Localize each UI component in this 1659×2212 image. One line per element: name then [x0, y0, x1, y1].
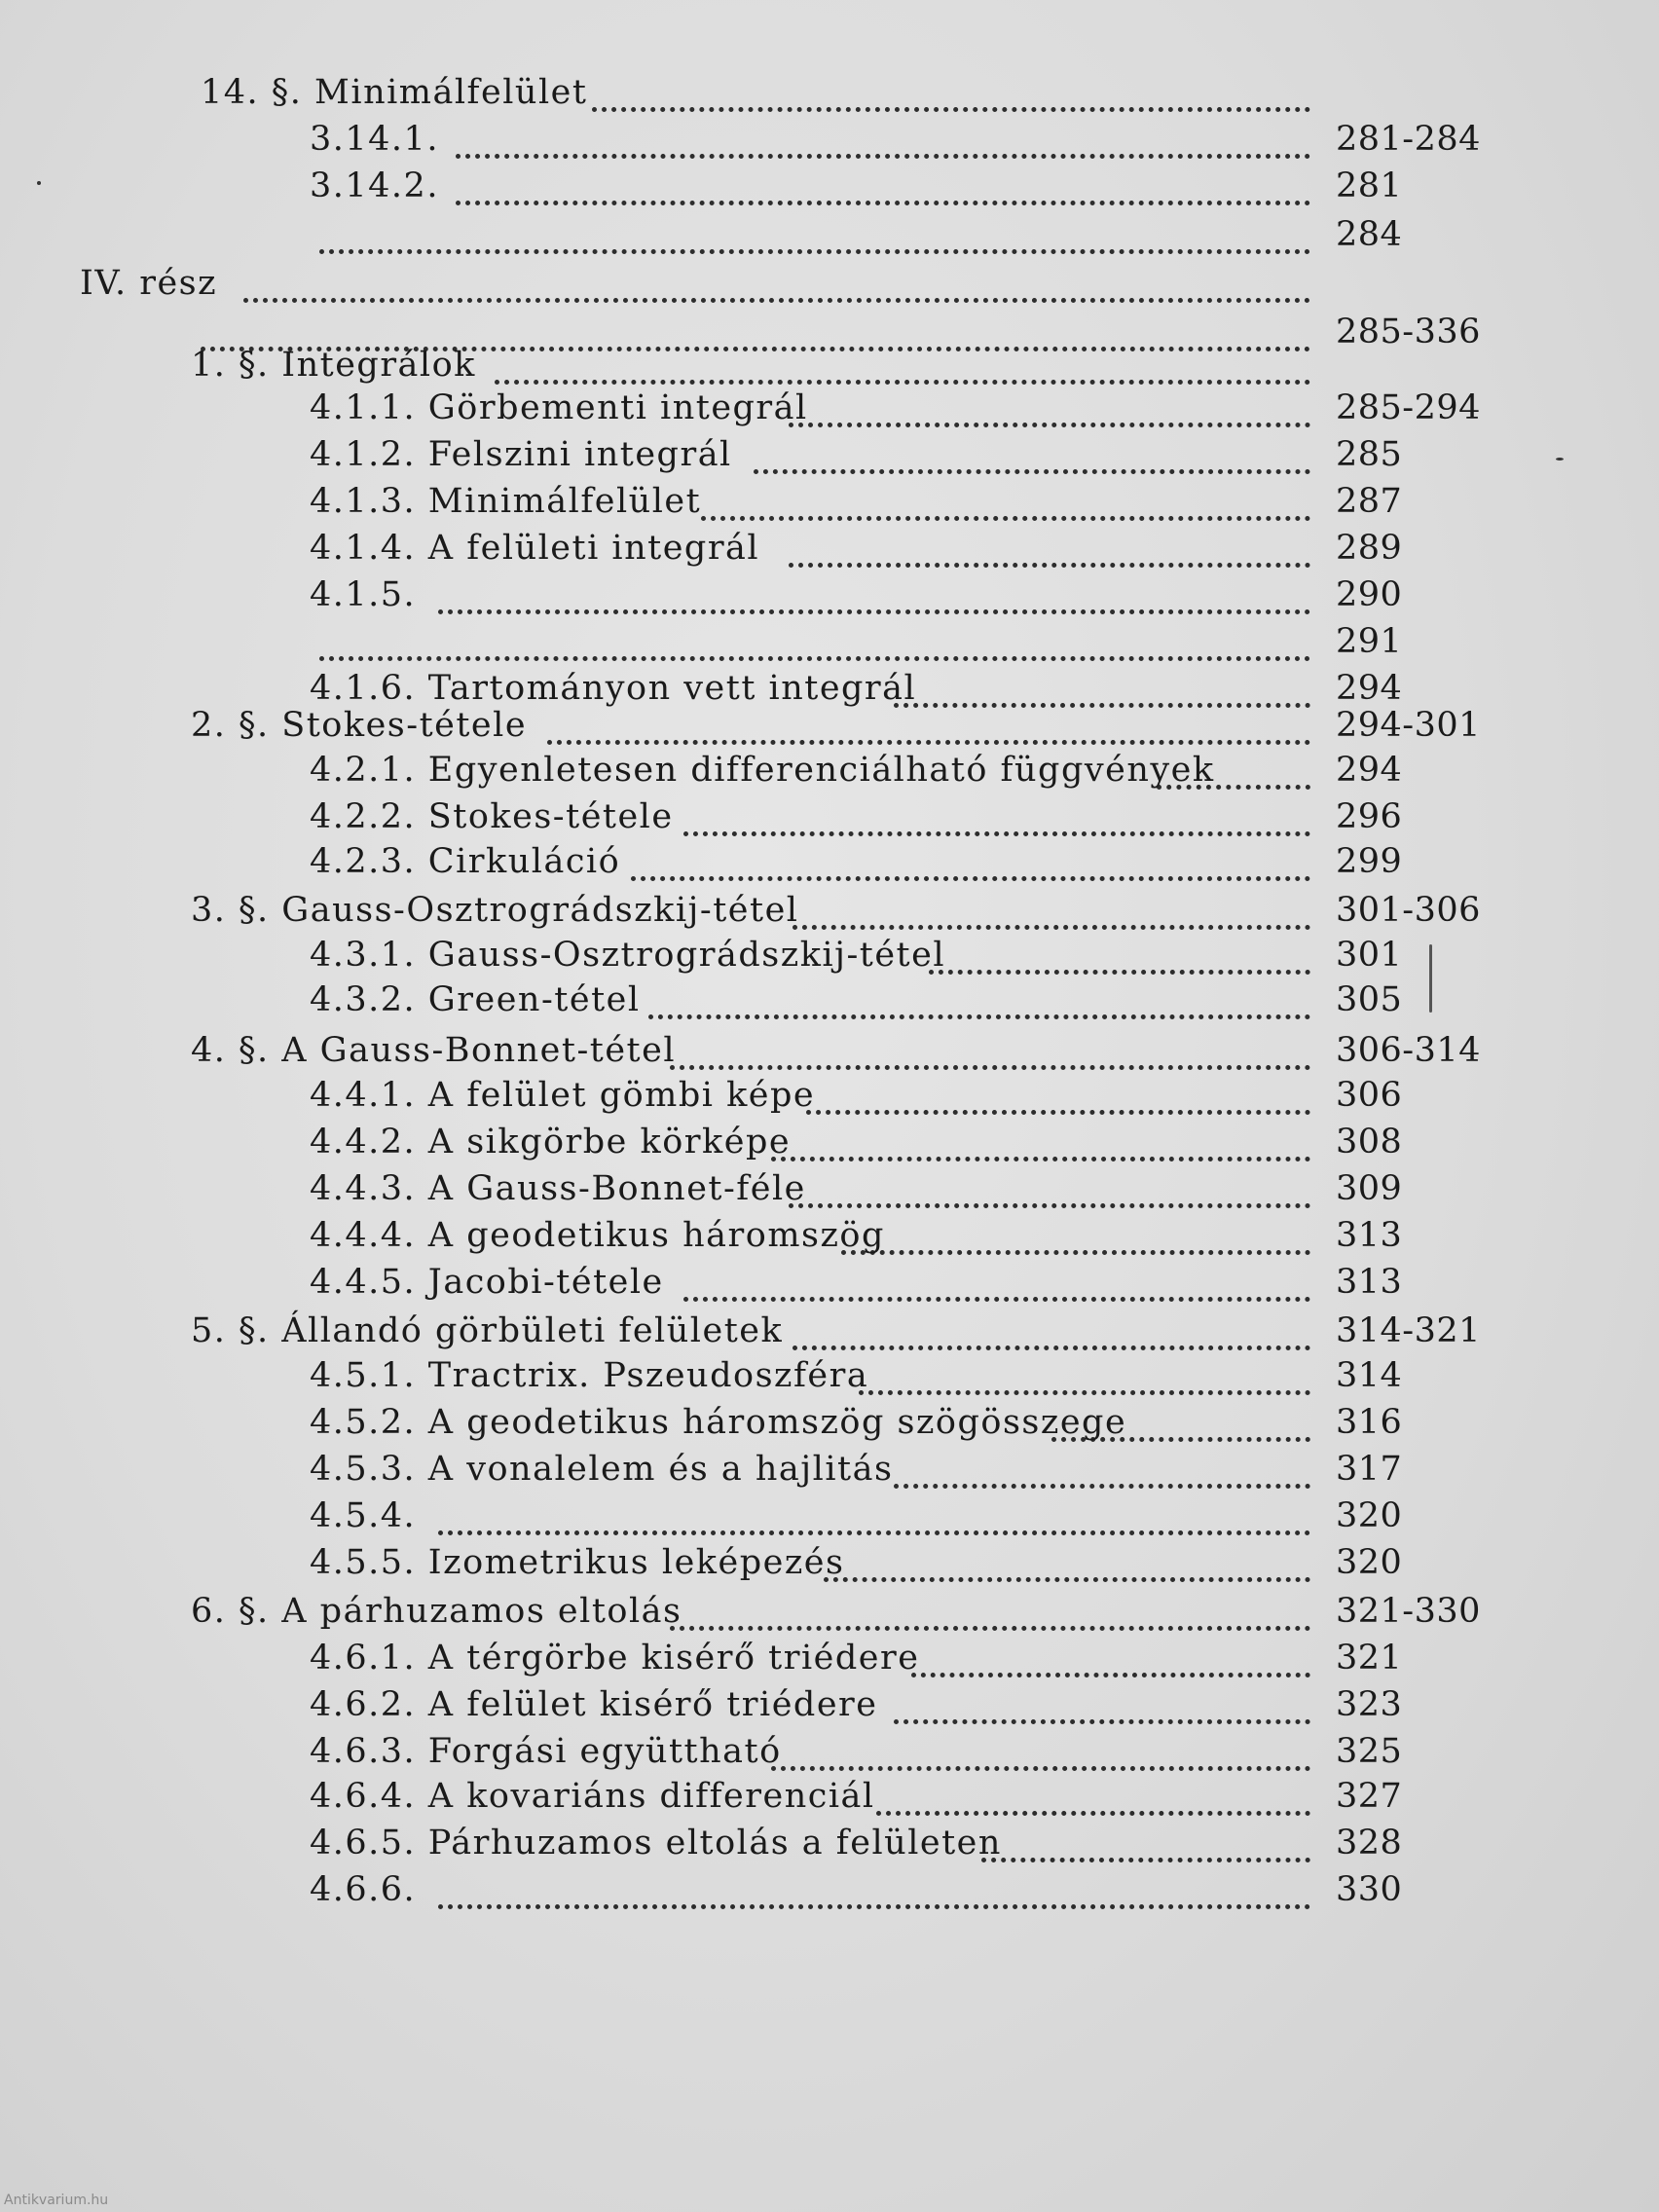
- toc-row: [0, 386, 1659, 430]
- toc-entry-label: 4.3.1. Gauss-Osztrográdszkij-tétel: [310, 936, 946, 975]
- toc-leader-dots: [648, 985, 1310, 1019]
- toc-entry-label: 4.5.1. Tractrix. Pszeudoszféra: [310, 1356, 869, 1395]
- toc-row: [0, 432, 1659, 477]
- toc-page-number: 325: [1336, 1732, 1403, 1771]
- toc-page-number: 314-321: [1336, 1311, 1481, 1350]
- toc-leader-dots: [929, 940, 1310, 975]
- toc-entry-label: 4.2.1. Egyenletesen differenciálható függvények: [310, 751, 1215, 790]
- toc-page-number: 323: [1336, 1685, 1403, 1724]
- toc-leader-dots: [495, 350, 1310, 385]
- toc-entry-label: 4. §. A Gauss-Bonnet-tétel: [191, 1031, 677, 1070]
- toc-leader-dots: [670, 1597, 1310, 1631]
- toc-page-number: 299: [1336, 842, 1403, 881]
- toc-page-number: 284: [1336, 215, 1403, 254]
- toc-leader-dots: [319, 627, 1310, 661]
- toc-entry-label: 4.6.3. Forgási együttható: [310, 1732, 782, 1771]
- toc-page-number: 281: [1336, 166, 1403, 205]
- toc-row: [0, 1493, 1659, 1538]
- toc-entry-label: 4.1.2. Felszini integrál: [310, 435, 732, 474]
- toc-entry-label: 4.1.1. Görbementi integrál: [310, 388, 808, 427]
- toc-row: [0, 1447, 1659, 1492]
- toc-row: [0, 1540, 1659, 1585]
- toc-entry-label: 4.1.3. Minimálfelület: [310, 482, 702, 521]
- toc-row: [0, 117, 1659, 162]
- toc-row: [0, 343, 1659, 387]
- toc-entry-label: 4.1.4. A felületi integrál: [310, 529, 760, 568]
- toc-row: [0, 888, 1659, 933]
- toc-leader-dots: [771, 1127, 1310, 1161]
- toc-page-number: 313: [1336, 1263, 1403, 1302]
- toc-row: [0, 212, 1659, 257]
- toc-entry-label: 4.6.4. A kovariáns differenciál: [310, 1777, 875, 1816]
- watermark: Antikvarium.hu: [4, 2193, 109, 2208]
- toc-entry-label: 6. §. A párhuzamos eltolás: [191, 1592, 682, 1631]
- toc-row: [0, 70, 1659, 115]
- toc-entry-label: 4.4.1. A felület gömbi képe: [310, 1076, 816, 1115]
- toc-page-number: 291: [1336, 622, 1403, 661]
- toc-row: [0, 1400, 1659, 1445]
- toc-page-number: 294: [1336, 751, 1403, 790]
- toc-page-number: 306: [1336, 1076, 1403, 1115]
- toc-row: [0, 572, 1659, 617]
- toc-entry-label: 5. §. Állandó görbületi felületek: [191, 1311, 784, 1350]
- toc-row: [0, 839, 1659, 884]
- toc-row: [0, 261, 1659, 306]
- toc-leader-dots: [911, 1643, 1310, 1677]
- toc-leader-dots: [670, 1036, 1310, 1070]
- toc-page-number: 301-306: [1336, 891, 1481, 930]
- toc-page-number: 306-314: [1336, 1031, 1481, 1070]
- toc-row: [0, 1309, 1659, 1353]
- toc-page-number: 308: [1336, 1123, 1403, 1161]
- toc-page-number: 294: [1336, 669, 1403, 708]
- toc-entry-label: 1. §. Integrálok: [191, 346, 476, 385]
- toc-entry-label: 4.2.3. Cirkuláció: [310, 842, 621, 881]
- toc-leader-dots: [894, 1455, 1310, 1489]
- toc-leader-dots: [456, 171, 1310, 205]
- toc-leader-dots: [1051, 1408, 1310, 1442]
- toc-leader-dots: [701, 487, 1310, 521]
- toc-entry-label: 4.6.2. A felület kisérő triédere: [310, 1685, 878, 1724]
- toc-row: [0, 1213, 1659, 1258]
- toc-leader-dots: [438, 1501, 1310, 1535]
- toc-page-number: 281-284: [1336, 120, 1481, 159]
- toc-leader-dots: [631, 847, 1310, 881]
- toc-page-number: 330: [1336, 1870, 1403, 1909]
- toc-leader-dots: [793, 1316, 1310, 1350]
- toc-entry-label: 4.6.5. Párhuzamos eltolás a felületen: [310, 1824, 1002, 1862]
- toc-page-number: 287: [1336, 482, 1403, 521]
- toc-entry-label: 3. §. Gauss-Osztrográdszkij-tétel: [191, 891, 799, 930]
- toc-leader-dots: [859, 1361, 1310, 1395]
- toc-entry-label: 4.4.2. A sikgörbe körképe: [310, 1123, 792, 1161]
- toc-page-number: 320: [1336, 1543, 1403, 1582]
- toc-page-number: 328: [1336, 1824, 1403, 1862]
- toc-page-number: 285-294: [1336, 388, 1481, 427]
- toc-leader-dots: [438, 1875, 1310, 1909]
- toc-entry-label: 4.6.6.: [310, 1870, 417, 1909]
- toc-entry-label: 4.4.4. A geodetikus háromszög: [310, 1216, 885, 1255]
- toc-leader-dots: [841, 1221, 1310, 1255]
- toc-leader-dots: [824, 1548, 1310, 1582]
- toc-row: [0, 794, 1659, 839]
- toc-entry-label: 14. §. Minimálfelület: [201, 73, 588, 112]
- toc-leader-dots: [547, 711, 1310, 745]
- toc-row: [0, 977, 1659, 1022]
- toc-row: [0, 164, 1659, 208]
- toc-row: [0, 1821, 1659, 1865]
- toc-row: [0, 479, 1659, 524]
- toc-page-number: 294-301: [1336, 706, 1481, 745]
- toc-row: [0, 703, 1659, 748]
- toc-leader-dots: [806, 1081, 1310, 1115]
- toc-leader-dots: [793, 896, 1310, 930]
- toc-entry-label: 4.4.5. Jacobi-tétele: [310, 1263, 664, 1302]
- toc-row: [0, 1682, 1659, 1727]
- toc-row: [0, 1636, 1659, 1680]
- dust-speck: [1429, 944, 1432, 1013]
- toc-leader-dots: [683, 1268, 1310, 1302]
- toc-leader-dots: [789, 1174, 1310, 1208]
- toc-page-number: 320: [1336, 1496, 1403, 1535]
- toc-page-number: 305: [1336, 980, 1403, 1019]
- toc-entry-label: 4.1.5.: [310, 575, 417, 614]
- toc-leader-dots: [894, 1690, 1310, 1724]
- toc-entry-label: 3.14.2.: [310, 166, 439, 205]
- dust-speck: [37, 181, 41, 185]
- toc-row: [0, 1166, 1659, 1211]
- toc-page-number: 285-336: [1336, 313, 1481, 351]
- toc-page-number: 289: [1336, 529, 1403, 568]
- toc-entry-label: 4.6.1. A térgörbe kisérő triédere: [310, 1639, 920, 1677]
- toc-leader-dots: [789, 393, 1310, 427]
- toc-leader-dots: [1157, 756, 1310, 790]
- toc-page-number: 321-330: [1336, 1592, 1481, 1631]
- toc-entry-label: 4.5.3. A vonalelem és a hajlitás: [310, 1450, 894, 1489]
- toc-leader-dots: [789, 534, 1310, 568]
- toc-page-number: 290: [1336, 575, 1403, 614]
- toc-row: [0, 1729, 1659, 1774]
- toc-page-number: 309: [1336, 1169, 1403, 1208]
- toc-leader-dots: [319, 220, 1310, 254]
- toc-row: [0, 1028, 1659, 1073]
- toc-leader-dots: [592, 78, 1310, 112]
- toc-row: [0, 1120, 1659, 1164]
- toc-entry-label: 2. §. Stokes-tétele: [191, 706, 528, 745]
- toc-row: [0, 748, 1659, 793]
- toc-page-number: 314: [1336, 1356, 1403, 1395]
- toc-page-number: 296: [1336, 797, 1403, 836]
- toc-row: [0, 933, 1659, 977]
- toc-row: [0, 1073, 1659, 1118]
- toc-entry-label: 4.2.2. Stokes-tétele: [310, 797, 674, 836]
- toc-page-number: 313: [1336, 1216, 1403, 1255]
- toc-row: [0, 1353, 1659, 1398]
- toc-page-number: 316: [1336, 1403, 1403, 1442]
- toc-entry-label: 4.3.2. Green-tétel: [310, 980, 641, 1019]
- toc-leader-dots: [981, 1828, 1310, 1862]
- toc-leader-dots: [754, 440, 1310, 474]
- toc-page-number: 301: [1336, 936, 1403, 975]
- toc-page-number: 317: [1336, 1450, 1403, 1489]
- toc-leader-dots: [438, 580, 1310, 614]
- toc-row: [0, 619, 1659, 664]
- toc-page-number: 285: [1336, 435, 1403, 474]
- toc-entry-label: 4.1.6. Tartományon vett integrál: [310, 669, 917, 708]
- toc-leader-dots: [683, 802, 1310, 836]
- toc-entry-label: IV. rész: [80, 264, 218, 303]
- toc-entry-label: 3.14.1.: [310, 120, 439, 159]
- toc-row: [0, 1260, 1659, 1305]
- toc-row: [0, 1867, 1659, 1912]
- toc-entry-label: 4.4.3. A Gauss-Bonnet-féle: [310, 1169, 806, 1208]
- toc-leader-dots: [243, 269, 1310, 303]
- toc-leader-dots: [456, 125, 1310, 159]
- toc-entry-label: 4.5.4.: [310, 1496, 417, 1535]
- toc-row: [0, 1589, 1659, 1634]
- toc-page-number: 321: [1336, 1639, 1403, 1677]
- toc-row: [0, 526, 1659, 571]
- toc-leader-dots: [771, 1737, 1310, 1771]
- toc-row: [0, 1774, 1659, 1819]
- toc-leader-dots: [876, 1782, 1310, 1816]
- dust-speck: [1556, 458, 1564, 461]
- toc-entry-label: 4.5.2. A geodetikus háromszög szögösszege: [310, 1403, 1127, 1442]
- toc-entry-label: 4.5.5. Izometrikus leképezés: [310, 1543, 845, 1582]
- toc-page-number: 327: [1336, 1777, 1403, 1816]
